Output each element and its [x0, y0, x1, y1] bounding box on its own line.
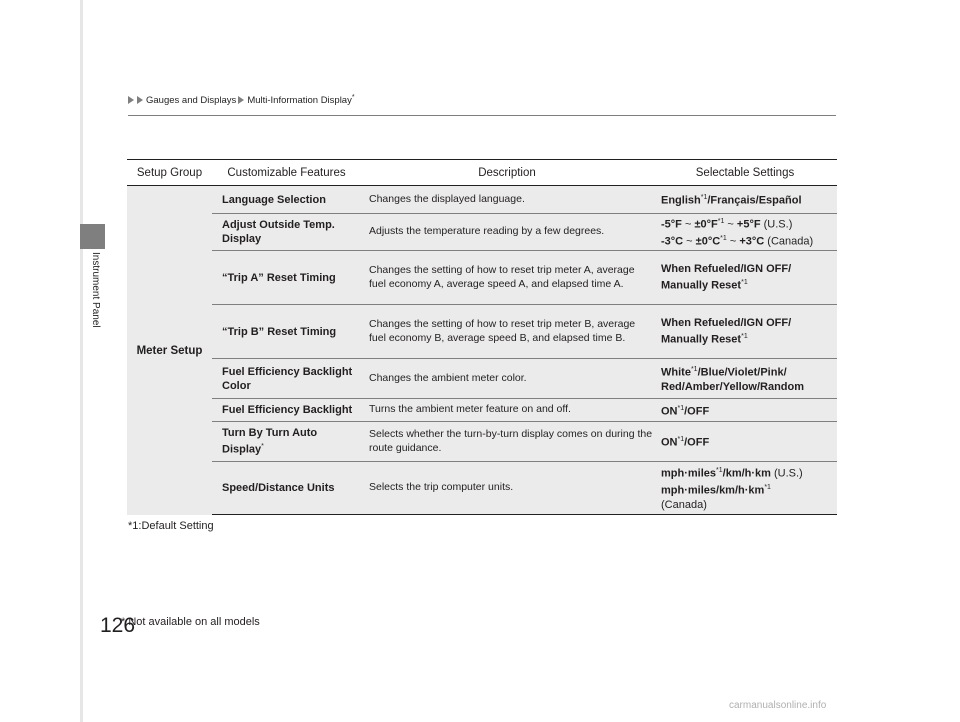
- feature-cell: “Trip B” Reset Timing: [222, 325, 337, 338]
- setup-group-cell: Meter Setup: [136, 344, 203, 357]
- description-cell: Changes the setting of how to reset trip meter B, average fuel economy B, average speed B, and elapsed time B.: [369, 318, 636, 344]
- column-header: Description: [478, 166, 536, 179]
- page-number: 126: [100, 614, 136, 637]
- settings-cell: mph·miles$^{*1}$/km/h·km (U.S.) mph·miles/km/h·km$^{*1}$ (Canada): [661, 467, 803, 511]
- settings-cell: When Refueled/IGN OFF/ Manually Reset$^{*1}$: [661, 317, 792, 346]
- table-row: [212, 399, 837, 422]
- settings-table: [127, 159, 837, 515]
- feature-cell: Turn By Turn Auto Display*: [222, 427, 318, 456]
- description-cell: Selects whether the turn-by-turn display comes on during the route guidance.: [369, 428, 653, 454]
- table-row: [212, 422, 837, 462]
- breadcrumb: [128, 94, 355, 106]
- description-cell: Changes the ambient meter color.: [369, 371, 527, 384]
- column-header: Customizable Features: [227, 166, 346, 179]
- breadcrumb-item[interactable]: Multi-Information Display*: [247, 94, 355, 107]
- side-bar: [80, 0, 83, 722]
- settings-cell: ON$^{*1}$/OFF: [661, 404, 710, 418]
- settings-cell: English$^{*1}$/Français/Español: [661, 194, 802, 207]
- table-row: [212, 359, 837, 399]
- table-row: [212, 462, 837, 515]
- settings-cell: -5°F ~ ±0°F$^{*1}$ ~ +5°F (U.S.) -3°C ~ ±0°C$^{*1}$ ~ +3°C (Canada): [661, 218, 814, 248]
- section-tab-marker: [80, 224, 105, 249]
- table-body: [127, 186, 837, 515]
- column-header: Setup Group: [136, 166, 203, 179]
- section-side-label: Instrument Panel: [90, 252, 101, 328]
- feature-cell: Fuel Efficiency Backlight Color: [222, 365, 353, 392]
- feature-cell: “Trip A” Reset Timing: [222, 271, 336, 284]
- description-cell: Changes the displayed language.: [369, 192, 525, 205]
- feature-cell: Speed/Distance Units: [222, 482, 335, 494]
- breadcrumb-arrow-icon: [238, 96, 244, 104]
- description-cell: Turns the ambient meter feature on and off.: [369, 403, 571, 416]
- description-cell: Selects the trip computer units.: [369, 481, 514, 494]
- table-header: [127, 160, 837, 186]
- default-setting-footnote: *1:Default Setting: [128, 520, 214, 532]
- table-row: [212, 305, 837, 359]
- header-rule: [128, 115, 836, 116]
- feature-cell: Language Selection: [222, 193, 326, 206]
- table-row: [212, 214, 837, 251]
- availability-note: * Not available on all models: [121, 616, 260, 628]
- table-row: [212, 251, 837, 305]
- column-header: Selectable Settings: [695, 166, 795, 179]
- breadcrumb-arrow-icon: [137, 96, 143, 104]
- description-cell: Adjusts the temperature reading by a few degrees.: [369, 225, 605, 238]
- breadcrumb-arrow-icon: [128, 96, 134, 104]
- settings-cell: White$^{*1}$/Blue/Violet/Pink/ Red/Amber/Yellow/Random: [661, 366, 805, 393]
- table-row: [212, 186, 837, 214]
- settings-cell: ON$^{*1}$/OFF: [661, 436, 710, 449]
- feature-cell: Fuel Efficiency Backlight: [222, 404, 353, 416]
- settings-cell: When Refueled/IGN OFF/ Manually Reset$^{*1}$: [661, 263, 792, 292]
- watermark: carmanualsonline.info: [729, 700, 827, 711]
- feature-cell: Adjust Outside Temp. Display: [222, 219, 335, 245]
- description-cell: Changes the setting of how to reset trip meter A, average fuel economy A, average speed A, and elapsed time A.: [369, 264, 635, 290]
- breadcrumb-item[interactable]: Gauges and Displays: [146, 94, 237, 106]
